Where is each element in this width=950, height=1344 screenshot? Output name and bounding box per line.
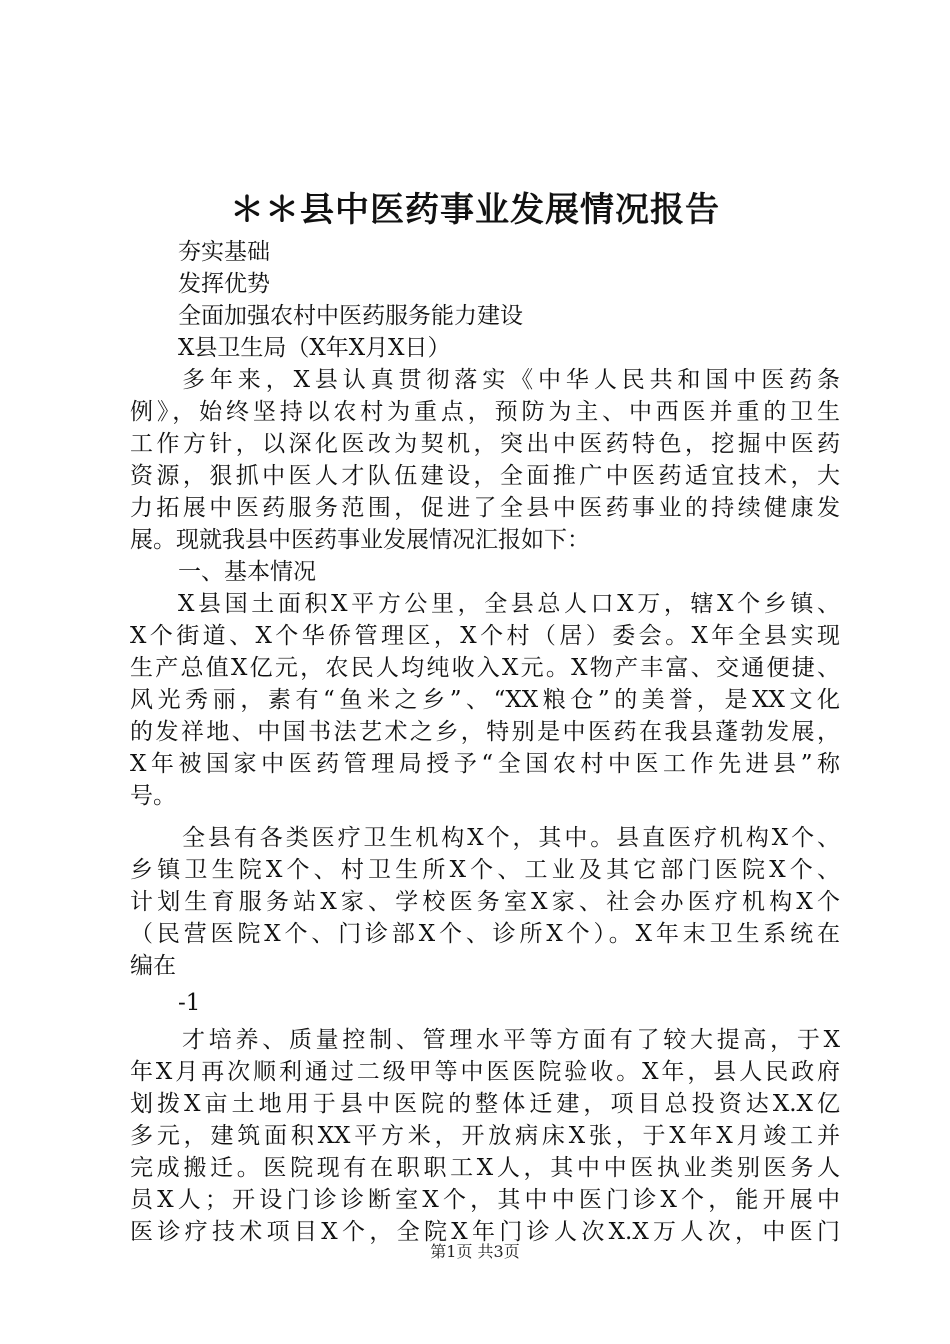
- paragraph-line: X年被国家中医药管理局授予“全国农村中医工作先进县”称: [130, 751, 840, 777]
- intro-line: 多年来，X县认真贯彻落实《中华人民共和国中医药条: [182, 367, 840, 393]
- document-title: ＊＊县中医药事业发展情况报告: [230, 190, 720, 230]
- paragraph-line: 员X人；开设门诊诊断室X个，其中中医门诊X个，能开展中: [130, 1187, 840, 1213]
- intro-line: 工作方针，以深化医改为契机，突出中医药特色，挖掘中医药: [130, 431, 840, 457]
- paragraph-line: 完成搬迁。医院现有在职职工X人，其中中医执业类别医务人: [130, 1155, 840, 1181]
- page-marker: -1: [178, 990, 201, 1016]
- intro-line: 资源，狠抓中医人才队伍建设，全面推广中医药适宜技术，大: [130, 463, 840, 489]
- paragraph-line: 乡镇卫生院X个、村卫生所X个、工业及其它部门医院X个、: [130, 857, 840, 883]
- page-footer: 第1页 共3页: [430, 1242, 520, 1261]
- paragraph-line: （民营医院X个、门诊部X个、诊所X个）。X年末卫生系统在: [130, 921, 840, 947]
- document-body: [130, 236, 840, 1248]
- paragraph-line: X县国土面积X平方公里，全县总人口X万，辖X个乡镇、: [178, 591, 840, 617]
- paragraph-line: 划拨X亩土地用于县中医院的整体迁建，项目总投资达X.X亿: [130, 1091, 840, 1117]
- intro-line: 展。现就我县中医药事业发展情况汇报如下：: [130, 527, 590, 553]
- paragraph-line: 多元，建筑面积XX平方米，开放病床X张，于X年X月竣工并: [130, 1123, 840, 1149]
- paragraph-line: 生产总值X亿元，农民人均纯收入X元。X物产丰富、交通便捷、: [130, 655, 840, 681]
- paragraph-line: 年X月再次顺利通过二级甲等中医医院验收。X年，县人民政府: [130, 1059, 840, 1085]
- paragraph-line: 全县有各类医疗卫生机构X个，其中。县直医疗机构X个、: [182, 825, 840, 851]
- subtitle-line: 全面加强农村中医药服务能力建设: [178, 303, 523, 329]
- author-date-line: X县卫生局（X年X月X日）: [178, 335, 451, 361]
- intro-line: 力拓展中医药服务范围，促进了全县中医药事业的持续健康发: [130, 495, 840, 521]
- paragraph-line: 医诊疗技术项目X个，全院X年门诊人次X.X万人次，中医门: [130, 1219, 840, 1245]
- paragraph-line: X个街道、X个华侨管理区，X个村（居）委会。X年全县实现: [130, 623, 840, 649]
- paragraph-line: 编在: [130, 953, 176, 979]
- subtitle-line: 夯实基础: [178, 239, 270, 265]
- paragraph-line: 计划生育服务站X家、学校医务室X家、社会办医疗机构X个: [130, 889, 840, 915]
- paragraph-line: 才培养、质量控制、管理水平等方面有了较大提高，于X: [182, 1027, 840, 1053]
- paragraph-line: 号。: [130, 783, 176, 809]
- subtitle-line: 发挥优势: [178, 271, 270, 297]
- paragraph-line: 风光秀丽，素有“鱼米之乡”、“XX粮仓”的美誉，是XX文化: [130, 687, 840, 713]
- paragraph-line: 的发祥地、中国书法艺术之乡，特别是中医药在我县蓬勃发展，: [130, 719, 840, 745]
- paragraph-gap: [130, 812, 840, 822]
- intro-line: 例》，始终坚持以农村为重点，预防为主、中西医并重的卫生: [130, 399, 840, 425]
- section-heading: 一、基本情况: [178, 559, 316, 585]
